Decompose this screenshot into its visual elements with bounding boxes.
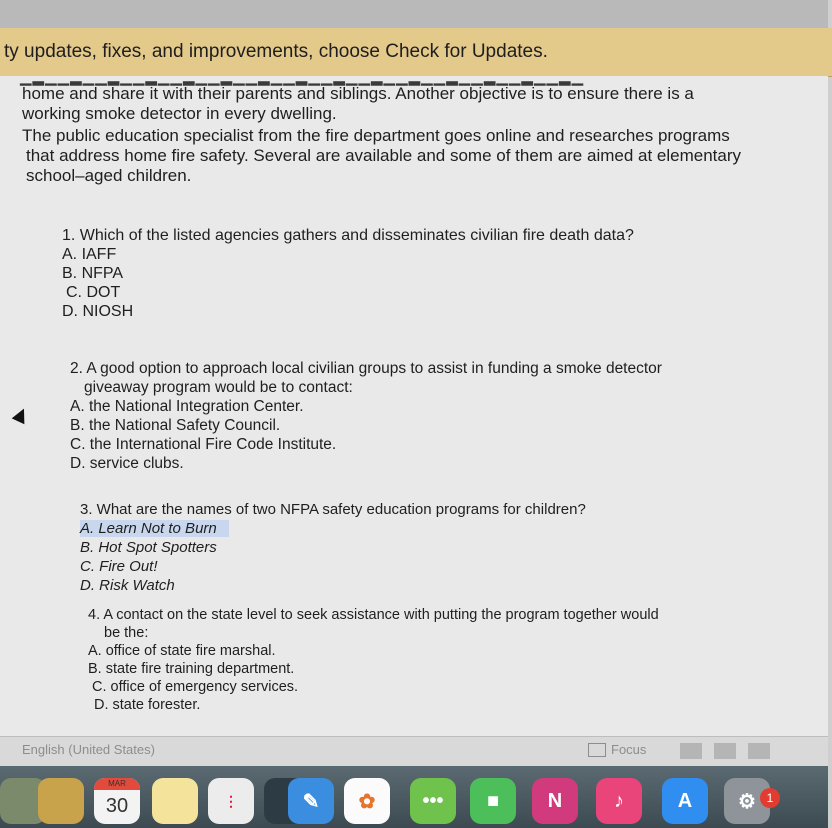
answer-option[interactable]: A. the National Integration Center. [70, 398, 304, 415]
question-stem: 1. Which of the listed agencies gathers and disseminates civilian fire death data? [62, 227, 634, 244]
notes-app-icon[interactable] [152, 778, 198, 824]
facetime-app-icon[interactable]: ■ [470, 778, 516, 824]
language-indicator[interactable]: English (United States) [22, 742, 155, 757]
contacts-app-icon[interactable] [38, 778, 84, 824]
calendar-day: 30 [105, 794, 129, 817]
question-3 [80, 500, 586, 595]
answer-option[interactable]: C. the International Fire Code Institute. [70, 436, 337, 453]
question-1 [62, 226, 634, 321]
question-2 [70, 359, 662, 473]
answer-option[interactable]: D. Risk Watch [80, 577, 175, 594]
reminders-app-icon[interactable]: ⋮ [208, 778, 254, 824]
answer-option[interactable]: B. NFPA [62, 265, 124, 282]
system-preferences-icon[interactable]: ⚙ [724, 778, 770, 824]
cut-off-text-line: ▁▂▁▁▂▁▁▂▁▁▂▁▁▂▁▁▂▁▁▂▁▁▂▁▁▂▁▁▂▁▁▂▁▁▂▁▁▂▁▁▂▁▁▂▁ [20, 69, 585, 86]
music-app-icon[interactable]: ♪ [596, 778, 642, 824]
intro-line: The public education specialist from the fire department goes online and researches programs [22, 126, 730, 145]
intro-line: that address home fire safety. Several are available and some of them are aimed at elementary [26, 146, 742, 165]
answer-option[interactable]: D. NIOSH [62, 303, 134, 320]
dock [0, 766, 828, 828]
answer-option[interactable]: B. the National Safety Council. [70, 417, 281, 434]
calendar-month: MAR [94, 778, 140, 790]
outline-view-icon[interactable] [748, 743, 770, 759]
answer-option[interactable]: D. service clubs. [70, 455, 184, 472]
calendar-app-icon[interactable] [94, 778, 140, 824]
messages-app-icon[interactable]: ••• [410, 778, 456, 824]
news-app-icon[interactable]: N [532, 778, 578, 824]
photos-app-icon[interactable]: ✿ [344, 778, 390, 824]
question-stem: be the: [104, 625, 149, 641]
answer-option[interactable]: B. Hot Spot Spotters [80, 539, 217, 556]
question-stem: giveaway program would be to contact: [84, 379, 353, 396]
focus-icon [588, 743, 606, 757]
print-layout-icon[interactable] [680, 743, 702, 759]
focus-label: Focus [611, 742, 647, 757]
view-buttons [680, 743, 770, 759]
answer-option[interactable]: D. state forester. [94, 697, 201, 713]
answer-option[interactable]: C. office of emergency services. [92, 679, 299, 695]
answer-option[interactable]: A. office of state fire marshal. [88, 643, 276, 659]
app-store-icon[interactable]: A [662, 778, 708, 824]
answer-option[interactable]: A. IAFF [62, 246, 117, 263]
intro-line: home and share it with their parents and siblings. Another objective is to ensure there is a [22, 84, 694, 103]
answer-option[interactable]: C. DOT [66, 284, 121, 301]
keynote-app-icon[interactable]: ✎ [288, 778, 334, 824]
status-bar [0, 736, 828, 767]
intro-paragraph [22, 84, 812, 186]
answer-option-selected[interactable]: A. Learn Not to Burn [80, 520, 229, 537]
question-stem: 2. A good option to approach local civilian groups to assist in funding a smoke detector [70, 360, 662, 377]
question-stem: 4. A contact on the state level to seek assistance with putting the program together would [88, 607, 659, 623]
intro-line: school–aged children. [26, 166, 192, 185]
window-top-strip [0, 0, 828, 28]
notification-badge: 1 [760, 788, 780, 808]
question-stem: 3. What are the names of two NFPA safety education programs for children? [80, 501, 586, 518]
question-4 [88, 606, 659, 714]
answer-option[interactable]: C. Fire Out! [80, 558, 158, 575]
document-page [0, 69, 828, 736]
intro-line: working smoke detector in every dwelling. [22, 104, 337, 123]
update-notification-banner[interactable]: ty updates, fixes, and improvements, choose Check for Updates. [0, 28, 832, 77]
answer-option[interactable]: B. state fire training department. [88, 661, 295, 677]
web-layout-icon[interactable] [714, 743, 736, 759]
focus-button[interactable] [588, 742, 646, 757]
